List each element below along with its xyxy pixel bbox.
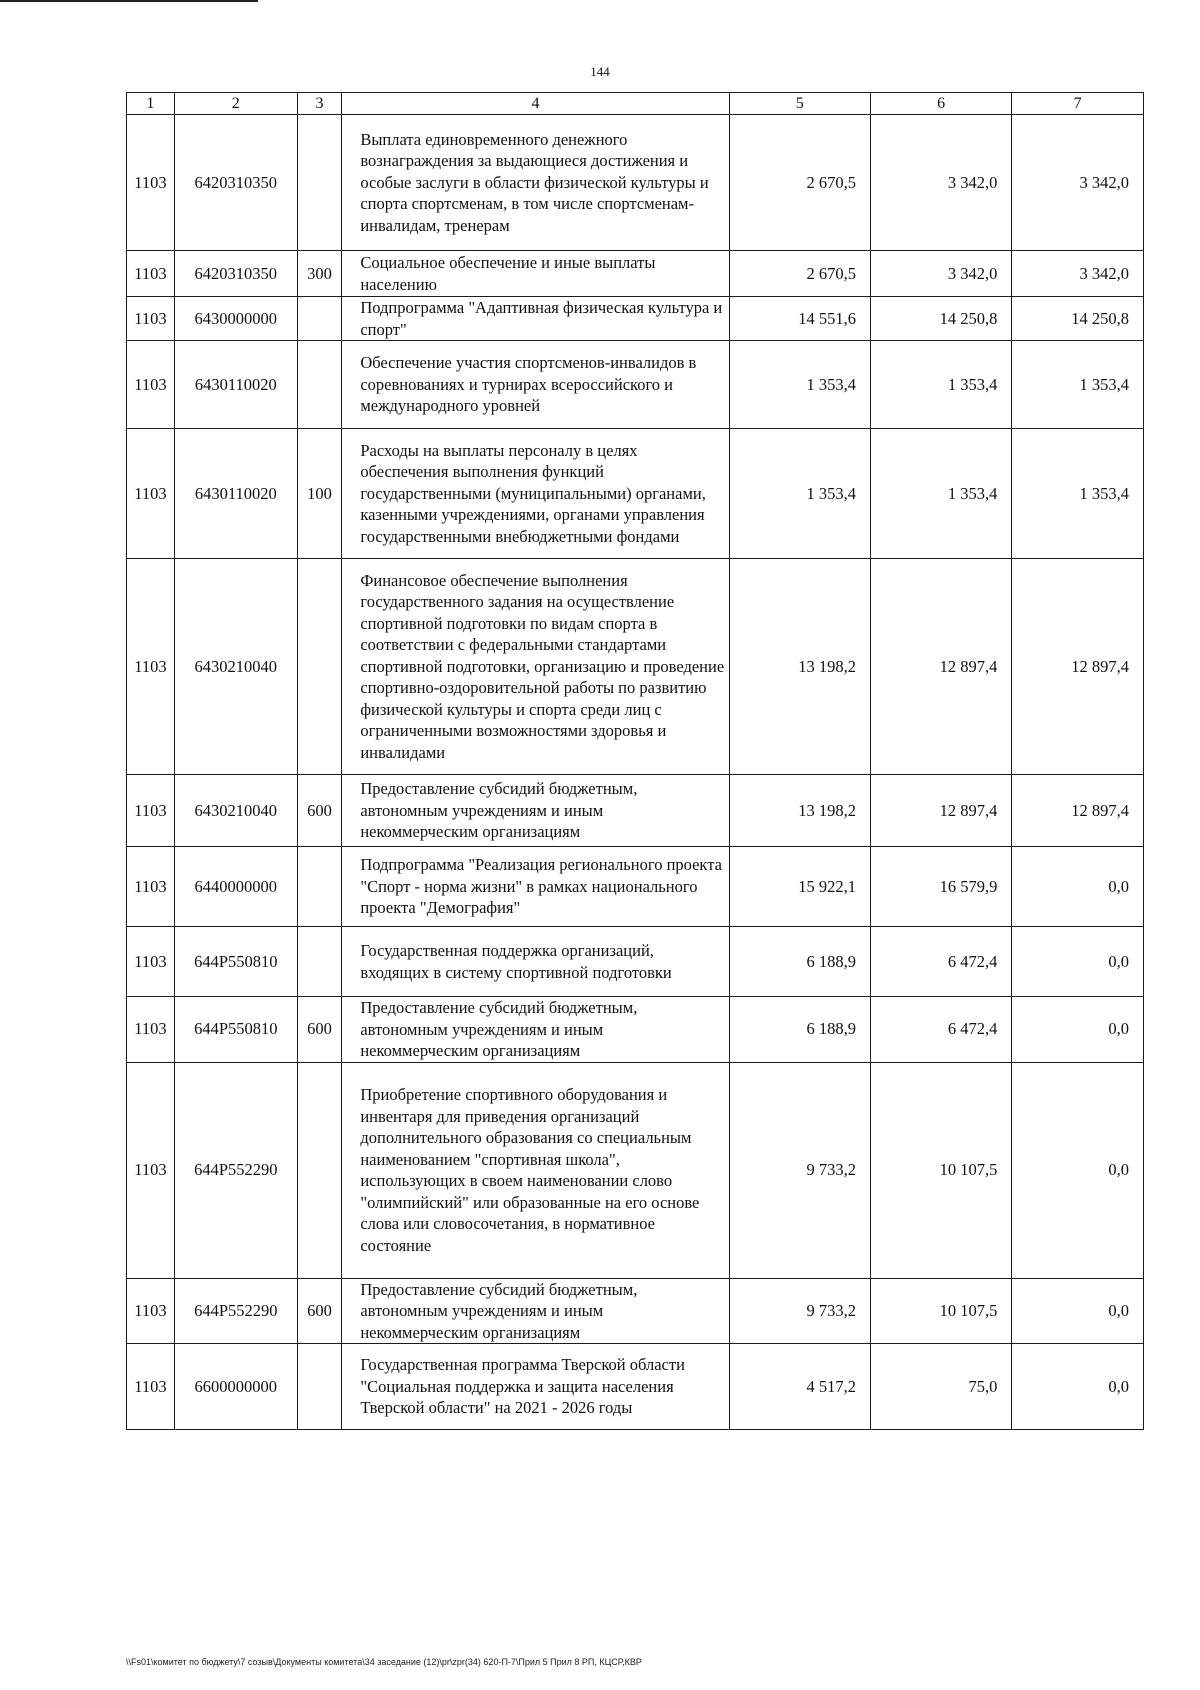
column-header: 5 — [729, 93, 870, 115]
description-cell: Социальное обеспечение и иные выплаты населению — [342, 251, 729, 297]
section-code-cell: 1103 — [127, 341, 175, 429]
table-row — [127, 559, 1144, 775]
file-path-footer: \\Fs01\комитет по бюджету\7 созыв\Документы комитета\34 заседание (12)\pr\zpr(34) 620-П-7\Прил 5 Прил 8 РП, КЦСР,КВР — [126, 1657, 642, 1667]
table-row — [127, 1062, 1144, 1278]
column-header: 2 — [174, 93, 297, 115]
target-article-cell: 6430000000 — [174, 297, 297, 341]
target-article-cell: 6420310350 — [174, 115, 297, 251]
target-article-cell: 6430110020 — [174, 341, 297, 429]
table-row — [127, 927, 1144, 997]
description-cell: Выплата единовременного денежного вознаграждения за выдающиеся достижения и особые заслуги в области физической культуры и спорта спортсменам, в том числе спортсменам-инвалидам, тренерам — [342, 115, 729, 251]
description-cell: Предоставление субсидий бюджетным, автономным учреждениям и иным некоммерческим организациям — [342, 775, 729, 847]
table-row — [127, 251, 1144, 297]
description-cell: Расходы на выплаты персоналу в целях обеспечения выполнения функций государственными (муниципальными) органами, казенными учреждениями, органами управления государственными внебюджетными фондами — [342, 429, 729, 559]
amount-year2-cell: 10 107,5 — [870, 1278, 1011, 1344]
description-cell: Предоставление субсидий бюджетным, автономным учреждениям и иным некоммерческим организациям — [342, 1278, 729, 1344]
amount-year3-cell: 0,0 — [1012, 847, 1144, 927]
expense-type-cell — [297, 559, 342, 775]
amount-year3-cell: 1 353,4 — [1012, 341, 1144, 429]
amount-year2-cell: 3 342,0 — [870, 251, 1011, 297]
amount-year1-cell: 1 353,4 — [729, 429, 870, 559]
table-row — [127, 297, 1144, 341]
amount-year2-cell: 10 107,5 — [870, 1062, 1011, 1278]
expense-type-cell: 100 — [297, 429, 342, 559]
amount-year2-cell: 3 342,0 — [870, 115, 1011, 251]
column-header: 1 — [127, 93, 175, 115]
section-code-cell: 1103 — [127, 927, 175, 997]
column-header: 3 — [297, 93, 342, 115]
description-cell: Приобретение спортивного оборудования и инвентаря для приведения организаций дополнительного образования со специальным наименованием "спортивная школа", использующих в своем наименовании слово "олимпийский" или образованные на его основе слова или словосочетания, в нормативное состояние — [342, 1062, 729, 1278]
column-header: 7 — [1012, 93, 1144, 115]
amount-year3-cell: 14 250,8 — [1012, 297, 1144, 341]
description-cell: Государственная программа Тверской области "Социальная поддержка и защита населения Тверской области" на 2021 - 2026 годы — [342, 1344, 729, 1430]
amount-year3-cell: 12 897,4 — [1012, 559, 1144, 775]
section-code-cell: 1103 — [127, 1344, 175, 1430]
target-article-cell: 6430210040 — [174, 775, 297, 847]
description-cell: Подпрограмма "Реализация регионального проекта "Спорт - норма жизни" в рамках национального проекта "Демография" — [342, 847, 729, 927]
expense-type-cell — [297, 115, 342, 251]
target-article-cell: 6420310350 — [174, 251, 297, 297]
section-code-cell: 1103 — [127, 847, 175, 927]
table-row — [127, 429, 1144, 559]
section-code-cell: 1103 — [127, 559, 175, 775]
column-header: 6 — [870, 93, 1011, 115]
expense-type-cell: 600 — [297, 775, 342, 847]
amount-year2-cell: 1 353,4 — [870, 429, 1011, 559]
expense-type-cell — [297, 847, 342, 927]
target-article-cell: 6600000000 — [174, 1344, 297, 1430]
description-cell: Обеспечение участия спортсменов-инвалидов в соревнованиях и турнирах всероссийского и международного уровней — [342, 341, 729, 429]
amount-year2-cell: 6 472,4 — [870, 997, 1011, 1063]
section-code-cell: 1103 — [127, 775, 175, 847]
target-article-cell: 644P552290 — [174, 1062, 297, 1278]
amount-year1-cell: 14 551,6 — [729, 297, 870, 341]
table-row — [127, 1344, 1144, 1430]
target-article-cell: 6430210040 — [174, 559, 297, 775]
target-article-cell: 644P550810 — [174, 927, 297, 997]
target-article-cell: 6440000000 — [174, 847, 297, 927]
table-row — [127, 775, 1144, 847]
amount-year1-cell: 4 517,2 — [729, 1344, 870, 1430]
description-cell: Подпрограмма "Адаптивная физическая культура и спорт" — [342, 297, 729, 341]
expense-type-cell — [297, 297, 342, 341]
amount-year1-cell: 13 198,2 — [729, 775, 870, 847]
section-code-cell: 1103 — [127, 1278, 175, 1344]
expense-type-cell — [297, 1062, 342, 1278]
amount-year1-cell: 2 670,5 — [729, 251, 870, 297]
description-cell: Предоставление субсидий бюджетным, автономным учреждениям и иным некоммерческим организациям — [342, 997, 729, 1063]
target-article-cell: 6430110020 — [174, 429, 297, 559]
section-code-cell: 1103 — [127, 997, 175, 1063]
expense-type-cell: 300 — [297, 251, 342, 297]
amount-year1-cell: 1 353,4 — [729, 341, 870, 429]
amount-year1-cell: 6 188,9 — [729, 997, 870, 1063]
column-header: 4 — [342, 93, 729, 115]
amount-year3-cell: 3 342,0 — [1012, 115, 1144, 251]
amount-year2-cell: 12 897,4 — [870, 559, 1011, 775]
amount-year3-cell: 0,0 — [1012, 1278, 1144, 1344]
target-article-cell: 644P552290 — [174, 1278, 297, 1344]
section-code-cell: 1103 — [127, 297, 175, 341]
header-row — [127, 93, 1144, 115]
section-code-cell: 1103 — [127, 1062, 175, 1278]
expense-type-cell — [297, 1344, 342, 1430]
expense-type-cell — [297, 341, 342, 429]
amount-year3-cell: 0,0 — [1012, 1344, 1144, 1430]
amount-year2-cell: 14 250,8 — [870, 297, 1011, 341]
amount-year3-cell: 3 342,0 — [1012, 251, 1144, 297]
page-number: 144 — [590, 64, 610, 79]
section-code-cell: 1103 — [127, 429, 175, 559]
table-row — [127, 115, 1144, 251]
budget-table — [126, 92, 1144, 1430]
description-cell: Государственная поддержка организаций, входящих в систему спортивной подготовки — [342, 927, 729, 997]
amount-year2-cell: 75,0 — [870, 1344, 1011, 1430]
description-cell: Финансовое обеспечение выполнения государственного задания на осуществление спортивной подготовки по видам спорта в соответствии с федеральными стандартами спортивной подготовки, организацию и проведение спортивно-оздоровительной работы по развитию физической культуры и спорта среди лиц с ограниченными возможностями здоровья и инвалидами — [342, 559, 729, 775]
amount-year1-cell: 13 198,2 — [729, 559, 870, 775]
amount-year1-cell: 6 188,9 — [729, 927, 870, 997]
expense-type-cell: 600 — [297, 997, 342, 1063]
amount-year3-cell: 1 353,4 — [1012, 429, 1144, 559]
amount-year2-cell: 1 353,4 — [870, 341, 1011, 429]
table-row — [127, 1278, 1144, 1344]
amount-year1-cell: 9 733,2 — [729, 1062, 870, 1278]
section-code-cell: 1103 — [127, 115, 175, 251]
amount-year3-cell: 0,0 — [1012, 997, 1144, 1063]
amount-year1-cell: 9 733,2 — [729, 1278, 870, 1344]
amount-year2-cell: 16 579,9 — [870, 847, 1011, 927]
scan-edge-line — [0, 0, 258, 2]
amount-year2-cell: 12 897,4 — [870, 775, 1011, 847]
expense-type-cell — [297, 927, 342, 997]
amount-year3-cell: 0,0 — [1012, 927, 1144, 997]
expense-type-cell: 600 — [297, 1278, 342, 1344]
target-article-cell: 644P550810 — [174, 997, 297, 1063]
amount-year3-cell: 0,0 — [1012, 1062, 1144, 1278]
table-row — [127, 341, 1144, 429]
section-code-cell: 1103 — [127, 251, 175, 297]
table-row — [127, 997, 1144, 1063]
amount-year1-cell: 2 670,5 — [729, 115, 870, 251]
amount-year2-cell: 6 472,4 — [870, 927, 1011, 997]
amount-year1-cell: 15 922,1 — [729, 847, 870, 927]
amount-year3-cell: 12 897,4 — [1012, 775, 1144, 847]
table-row — [127, 847, 1144, 927]
